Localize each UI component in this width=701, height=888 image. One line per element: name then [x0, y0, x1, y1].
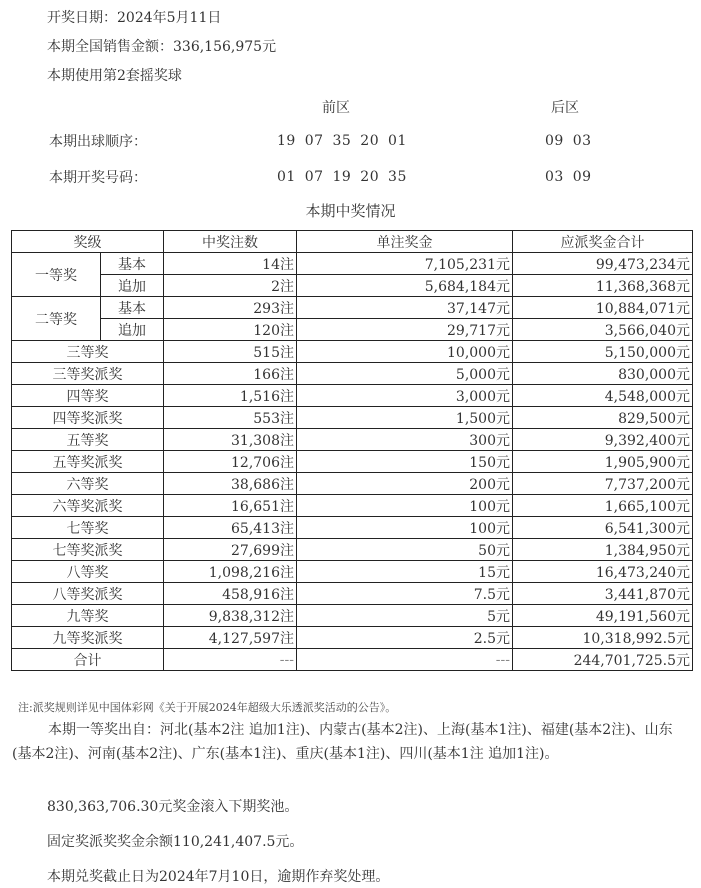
table-row [12, 407, 693, 429]
level-cell: 二等奖 [12, 297, 101, 341]
draw-result-front: 01 07 19 20 35 [277, 169, 407, 185]
back-zone-label: 后区 [551, 100, 579, 116]
first-prize-origin: 本期一等奖出自：河北(基本2注 追加1注)、内蒙古(基本2注)、上海(基本1注)、福建(基本2注)、山东(基本2注)、河南(基本2注)、广东(基本1注)、重庆(基本1注)、四川(基本1注 追加1注)。 [12, 722, 673, 762]
draw-result-label: 本期开奖号码： [49, 170, 147, 186]
sales-label: 本期全国销售金额： [47, 39, 173, 55]
prize-table [11, 230, 693, 671]
table-header-row [12, 231, 693, 253]
count-cell: 31,308注 [164, 429, 297, 451]
total-cell: 1,384,950元 [513, 539, 693, 561]
count-cell: 2注 [164, 275, 297, 297]
draw-result-back: 03 09 [545, 169, 592, 185]
table-row [12, 253, 693, 275]
count-cell: 12,706注 [164, 451, 297, 473]
sub-level-cell: 基本 [101, 253, 164, 275]
draw-order-label: 本期出球顺序： [49, 134, 147, 150]
level-cell: 五等奖 [12, 429, 164, 451]
prize-cell: 50元 [297, 539, 513, 561]
prize-cell: 2.5元 [297, 627, 513, 649]
count-cell: 166注 [164, 363, 297, 385]
prize-cell: 7,105,231元 [297, 253, 513, 275]
table-row [12, 495, 693, 517]
table-row [12, 429, 693, 451]
front-zone-label: 前区 [322, 100, 350, 116]
prize-cell: 29,717元 [297, 319, 513, 341]
draw-order-back: 09 03 [545, 133, 592, 149]
level-cell: 四等奖派奖 [12, 407, 164, 429]
table-row [12, 539, 693, 561]
level-cell: 八等奖 [12, 561, 164, 583]
draw-date-label: 开奖日期： [47, 10, 117, 26]
total-cell: 10,884,071元 [513, 297, 693, 319]
count-cell: 16,651注 [164, 495, 297, 517]
count-cell: 293注 [164, 297, 297, 319]
table-row [12, 627, 693, 649]
count-cell: 65,413注 [164, 517, 297, 539]
table-row [12, 297, 693, 319]
prize-cell: 300元 [297, 429, 513, 451]
count-cell: 9,838,312注 [164, 605, 297, 627]
total-row [12, 649, 693, 671]
total-cell: 99,473,234元 [513, 253, 693, 275]
sales-amount: 336,156,975元 [173, 39, 277, 55]
prize-cell: 1,500元 [297, 407, 513, 429]
total-cell: 11,368,368元 [513, 275, 693, 297]
prize-cell: 37,147元 [297, 297, 513, 319]
prize-cell: 5,000元 [297, 363, 513, 385]
table-row [12, 275, 693, 297]
prize-cell: 100元 [297, 517, 513, 539]
sub-level-cell: 追加 [101, 275, 164, 297]
header-level: 奖级 [12, 231, 164, 253]
level-cell: 三等奖派奖 [12, 363, 164, 385]
count-cell: 1,098,216注 [164, 561, 297, 583]
total-cell: 4,548,000元 [513, 385, 693, 407]
prize-cell: 150元 [297, 451, 513, 473]
draw-date: 2024年5月11日 [117, 10, 222, 26]
level-cell: 八等奖派奖 [12, 583, 164, 605]
total-count: --- [164, 649, 297, 671]
level-cell: 六等奖派奖 [12, 495, 164, 517]
rollover-text: 830,363,706.30元奖金滚入下期奖池。 [47, 799, 299, 815]
total-cell: 6,541,300元 [513, 517, 693, 539]
total-cell: 5,150,000元 [513, 341, 693, 363]
count-cell: 120注 [164, 319, 297, 341]
count-cell: 515注 [164, 341, 297, 363]
table-row [12, 517, 693, 539]
count-cell: 1,516注 [164, 385, 297, 407]
fixed-bonus-balance: 固定奖派奖奖金余额110,241,407.5元。 [47, 834, 304, 850]
total-cell: 16,473,240元 [513, 561, 693, 583]
sub-level-cell: 基本 [101, 297, 164, 319]
level-cell: 七等奖 [12, 517, 164, 539]
total-cell: 49,191,560元 [513, 605, 693, 627]
level-cell: 九等奖 [12, 605, 164, 627]
header-prize: 单注奖金 [297, 231, 513, 253]
total-cell: 3,441,870元 [513, 583, 693, 605]
prize-cell: 5元 [297, 605, 513, 627]
level-cell: 三等奖 [12, 341, 164, 363]
header-total: 应派奖金合计 [513, 231, 693, 253]
total-cell: 829,500元 [513, 407, 693, 429]
sales-line [47, 38, 276, 56]
count-cell: 553注 [164, 407, 297, 429]
count-cell: 458,916注 [164, 583, 297, 605]
prize-cell: 200元 [297, 473, 513, 495]
count-cell: 4,127,597注 [164, 627, 297, 649]
table-row [12, 473, 693, 495]
footnote: 注:派奖规则详见中国体彩网《关于开展2024年超级大乐透派奖活动的公告》。 [18, 701, 397, 714]
prize-cell: 10,000元 [297, 341, 513, 363]
claim-deadline: 本期兑奖截止日为2024年7月10日，逾期作弃奖处理。 [47, 869, 390, 885]
total-cell: 9,392,400元 [513, 429, 693, 451]
prize-cell: 5,684,184元 [297, 275, 513, 297]
total-cell: 3,566,040元 [513, 319, 693, 341]
total-prize: --- [297, 649, 513, 671]
total-cell: 7,737,200元 [513, 473, 693, 495]
table-row [12, 363, 693, 385]
prize-cell: 3,000元 [297, 385, 513, 407]
table-row [12, 451, 693, 473]
table-row [12, 583, 693, 605]
table-row [12, 319, 693, 341]
count-cell: 27,699注 [164, 539, 297, 561]
ball-set: 本期使用第2套摇奖球 [47, 68, 182, 84]
header-count: 中奖注数 [164, 231, 297, 253]
level-cell: 一等奖 [12, 253, 101, 297]
table-row [12, 341, 693, 363]
level-cell: 四等奖 [12, 385, 164, 407]
sub-level-cell: 追加 [101, 319, 164, 341]
grand-total: 244,701,725.5元 [513, 649, 693, 671]
total-cell: 1,905,900元 [513, 451, 693, 473]
section-title: 本期中奖情况 [305, 202, 396, 220]
count-cell: 38,686注 [164, 473, 297, 495]
table-row [12, 605, 693, 627]
level-cell: 五等奖派奖 [12, 451, 164, 473]
count-cell: 14注 [164, 253, 297, 275]
table-row [12, 561, 693, 583]
prize-cell: 100元 [297, 495, 513, 517]
total-label: 合计 [12, 649, 164, 671]
level-cell: 七等奖派奖 [12, 539, 164, 561]
draw-order-front: 19 07 35 20 01 [277, 133, 407, 149]
total-cell: 1,665,100元 [513, 495, 693, 517]
draw-date-line [47, 9, 221, 27]
table-row [12, 385, 693, 407]
level-cell: 六等奖 [12, 473, 164, 495]
level-cell: 九等奖派奖 [12, 627, 164, 649]
total-cell: 10,318,992.5元 [513, 627, 693, 649]
total-cell: 830,000元 [513, 363, 693, 385]
prize-cell: 7.5元 [297, 583, 513, 605]
prize-cell: 15元 [297, 561, 513, 583]
